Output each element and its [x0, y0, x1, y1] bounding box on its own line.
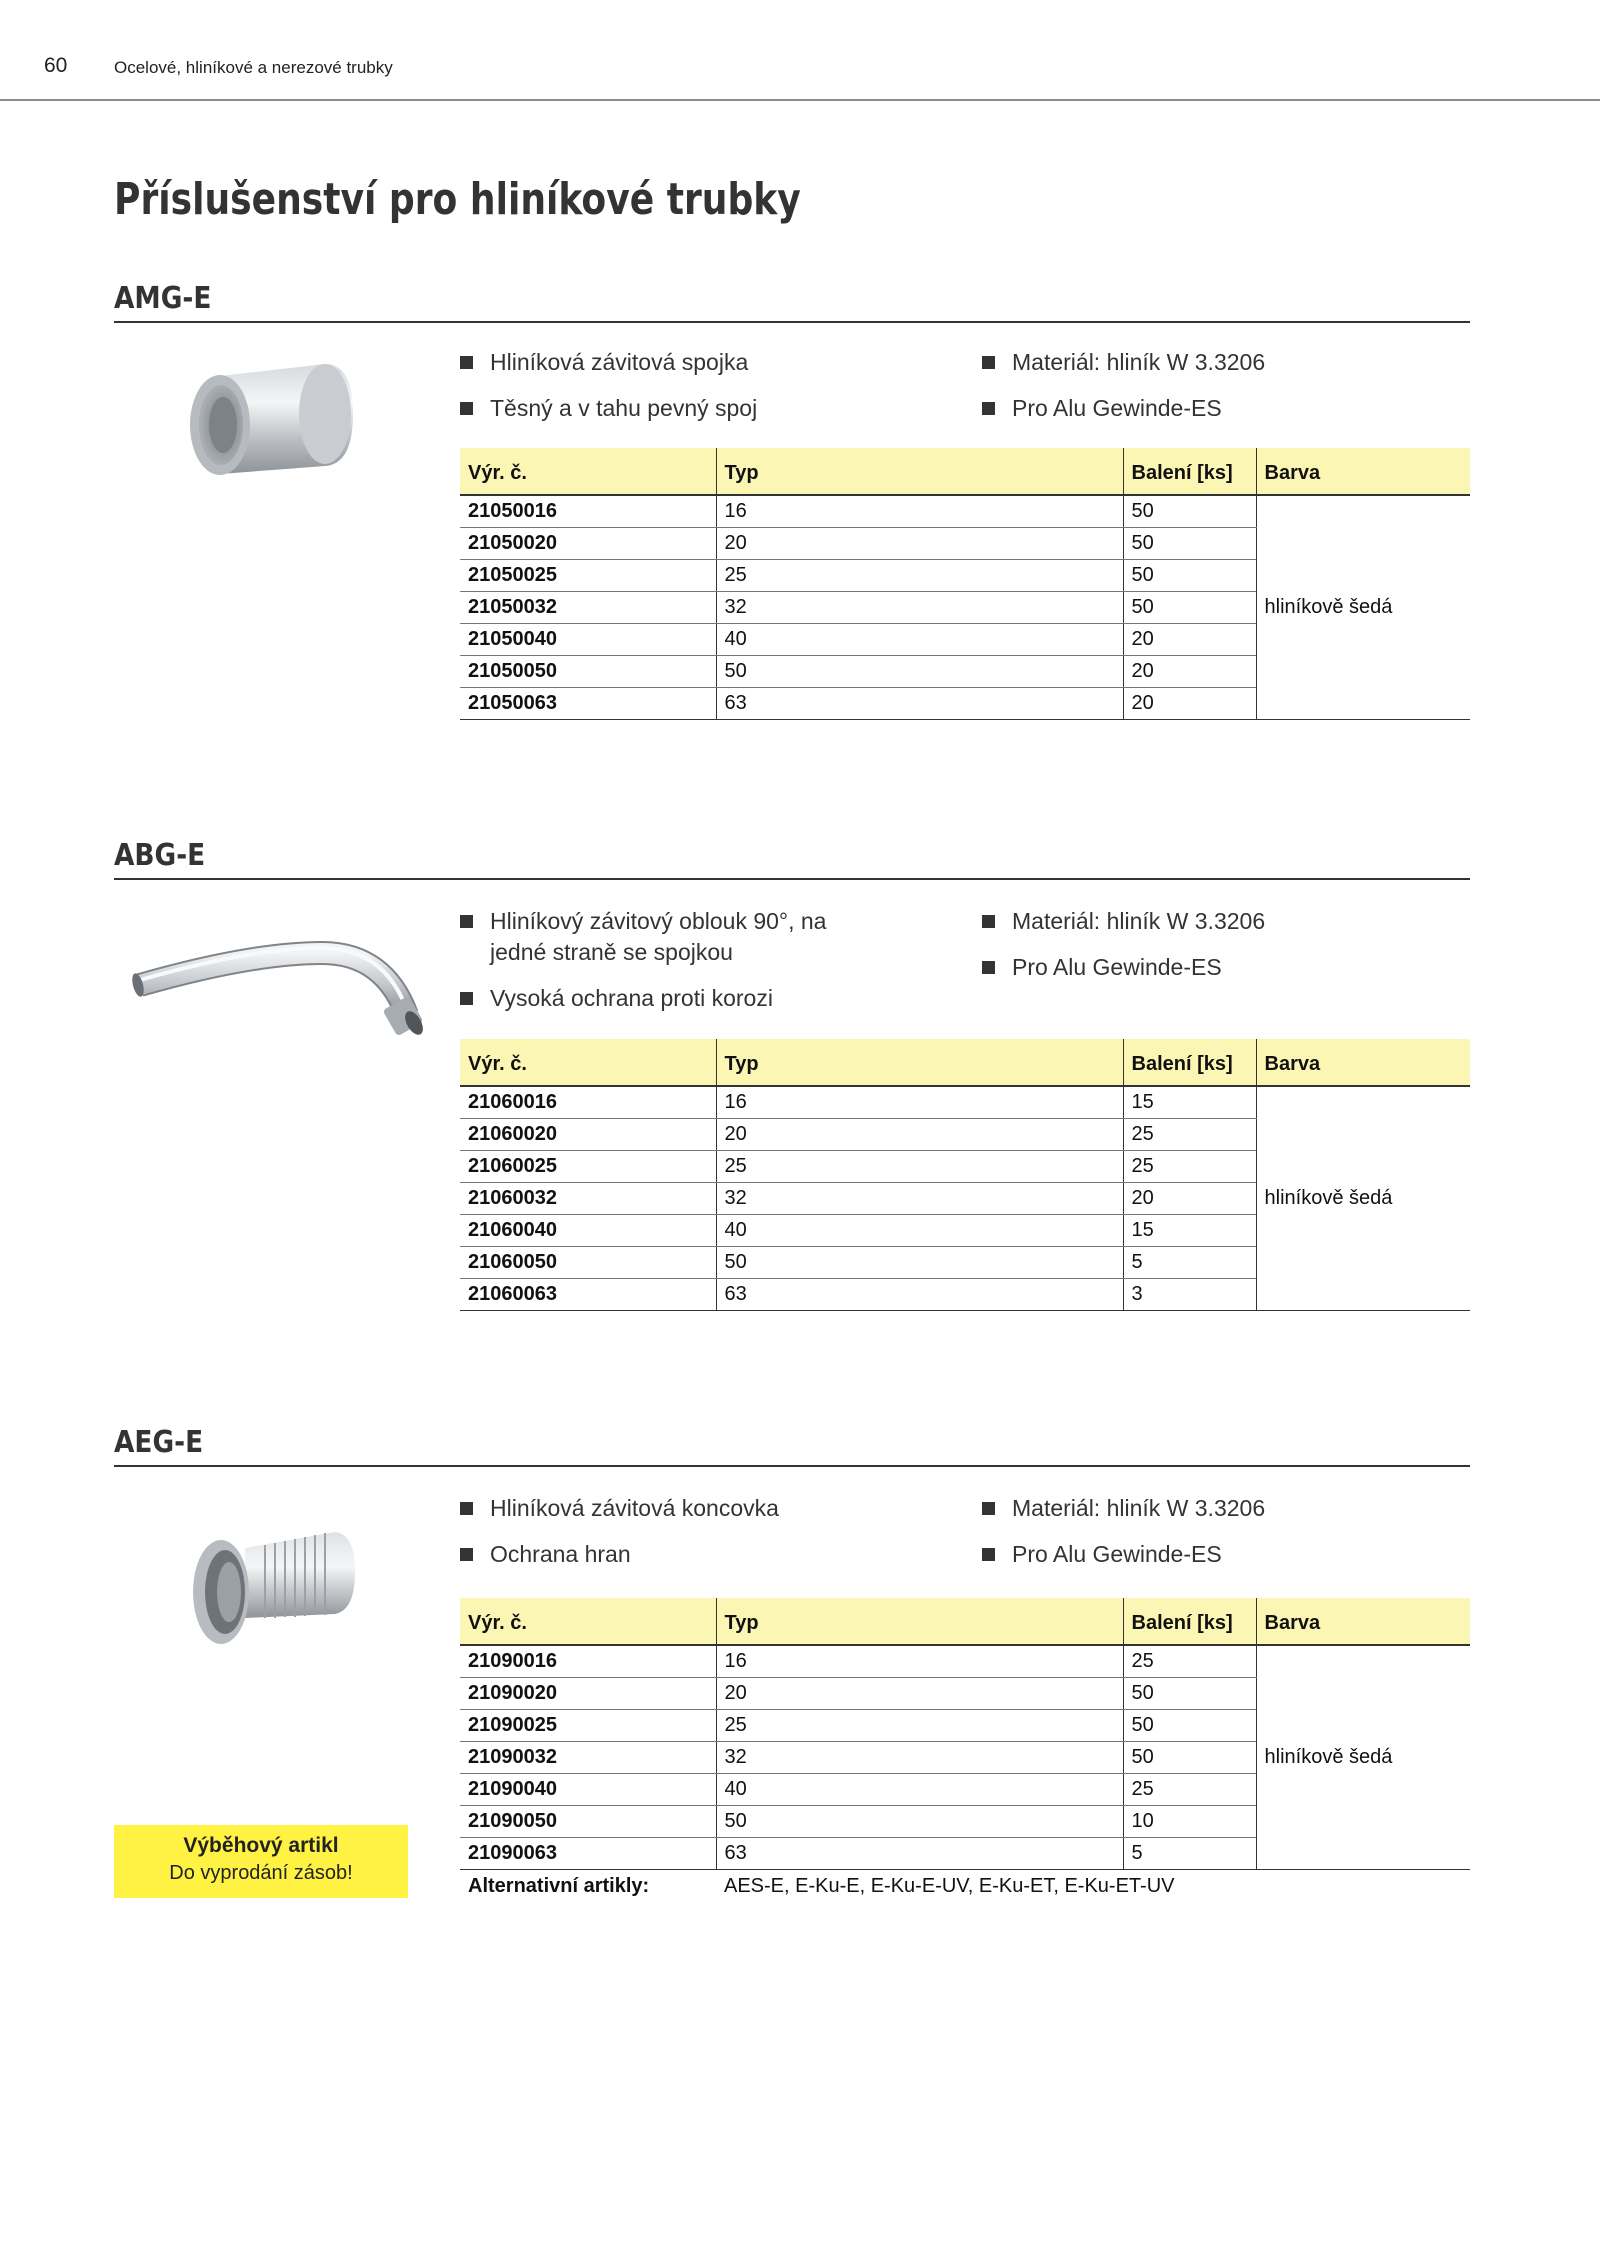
- col-header-code: Výr. č.: [460, 448, 716, 495]
- badge-title: Výběhový artikl: [183, 1834, 339, 1857]
- type-cell: 40: [716, 624, 1123, 656]
- article-number-cell: 21050032: [460, 592, 716, 624]
- pack-cell: 15: [1123, 1215, 1256, 1247]
- feature-item: Hliníkový závitový oblouk 90°, na jedné straně se spojkou: [460, 906, 840, 968]
- section-title: ABG-E: [114, 838, 206, 873]
- section-amg-e: [0, 281, 1600, 721]
- type-cell: 16: [716, 1086, 1123, 1119]
- feature-item: Hliníková závitová koncovka: [460, 1493, 779, 1524]
- pack-cell: 50: [1123, 1742, 1256, 1774]
- type-cell: 20: [716, 528, 1123, 560]
- col-header-pack: Balení [ks]: [1123, 1039, 1256, 1086]
- type-cell: 63: [716, 1279, 1123, 1311]
- bullet-square-icon: [982, 1548, 995, 1561]
- article-number-cell: 21090025: [460, 1710, 716, 1742]
- type-cell: 25: [716, 560, 1123, 592]
- article-number-cell: 21060040: [460, 1215, 716, 1247]
- section-header: [114, 838, 1470, 880]
- badge-subtitle: Do vyprodání zásob!: [169, 1862, 353, 1884]
- type-cell: 25: [716, 1710, 1123, 1742]
- type-cell: 50: [716, 1806, 1123, 1838]
- article-number-cell: 21050063: [460, 688, 716, 720]
- pack-cell: 50: [1123, 1678, 1256, 1710]
- end-fitting-image: [185, 1520, 360, 1650]
- bullet-square-icon: [982, 402, 995, 415]
- pack-cell: 15: [1123, 1086, 1256, 1119]
- type-cell: 20: [716, 1119, 1123, 1151]
- col-header-colour: Barva: [1256, 1039, 1470, 1086]
- feature-item: Materiál: hliník W 3.3206: [982, 906, 1265, 937]
- col-header-type: Typ: [716, 1039, 1123, 1086]
- section-title: AMG-E: [114, 281, 212, 316]
- alternatives-value: AES-E, E-Ku-E, E-Ku-E-UV, E-Ku-ET, E-Ku-ET-UV: [724, 1875, 1175, 1897]
- col-header-colour: Barva: [1256, 448, 1470, 495]
- pack-cell: 50: [1123, 1710, 1256, 1742]
- bullet-square-icon: [460, 1502, 473, 1515]
- bullet-square-icon: [982, 1502, 995, 1515]
- type-cell: 50: [716, 656, 1123, 688]
- feature-item: Pro Alu Gewinde-ES: [982, 1539, 1265, 1570]
- pack-cell: 5: [1123, 1838, 1256, 1870]
- section-title: AEG-E: [114, 1425, 204, 1460]
- feature-item: Materiál: hliník W 3.3206: [982, 1493, 1265, 1524]
- col-header-type: Typ: [716, 1598, 1123, 1645]
- feature-list-right: [982, 906, 1265, 998]
- product-table: [460, 1598, 1470, 1903]
- article-number-cell: 21060020: [460, 1119, 716, 1151]
- discontinued-badge: [114, 1825, 408, 1898]
- pack-cell: 25: [1123, 1119, 1256, 1151]
- article-number-cell: 21050040: [460, 624, 716, 656]
- pack-cell: 20: [1123, 1183, 1256, 1215]
- bullet-square-icon: [982, 915, 995, 928]
- feature-item: Vysoká ochrana proti korozi: [460, 983, 840, 1014]
- article-number-cell: 21090040: [460, 1774, 716, 1806]
- feature-list-right: [982, 1493, 1265, 1585]
- type-cell: 50: [716, 1247, 1123, 1279]
- section-abg-e: [0, 838, 1600, 1318]
- table-row: [460, 495, 1470, 528]
- table-row: [460, 1645, 1470, 1678]
- pack-cell: 25: [1123, 1151, 1256, 1183]
- type-cell: 16: [716, 1645, 1123, 1678]
- feature-item: Pro Alu Gewinde-ES: [982, 393, 1265, 424]
- feature-list-left: [460, 906, 840, 1029]
- article-number-cell: 21060016: [460, 1086, 716, 1119]
- col-header-code: Výr. č.: [460, 1598, 716, 1645]
- pack-cell: 20: [1123, 688, 1256, 720]
- article-number-cell: 21050025: [460, 560, 716, 592]
- pack-cell: 50: [1123, 592, 1256, 624]
- bullet-square-icon: [460, 1548, 473, 1561]
- feature-item: Hliníková závitová spojka: [460, 347, 757, 378]
- bullet-square-icon: [982, 961, 995, 974]
- bullet-square-icon: [460, 356, 473, 369]
- table-row: [460, 1086, 1470, 1119]
- article-number-cell: 21090016: [460, 1645, 716, 1678]
- article-number-cell: 21060050: [460, 1247, 716, 1279]
- type-cell: 32: [716, 1183, 1123, 1215]
- pack-cell: 25: [1123, 1774, 1256, 1806]
- section-header: [114, 281, 1470, 323]
- article-number-cell: 21060063: [460, 1279, 716, 1311]
- pack-cell: 20: [1123, 656, 1256, 688]
- article-number-cell: 21050050: [460, 656, 716, 688]
- col-header-colour: Barva: [1256, 1598, 1470, 1645]
- bullet-square-icon: [460, 915, 473, 928]
- col-header-code: Výr. č.: [460, 1039, 716, 1086]
- product-table: [460, 448, 1470, 720]
- article-number-cell: 21090032: [460, 1742, 716, 1774]
- page-number: 60: [44, 54, 68, 77]
- feature-item: Pro Alu Gewinde-ES: [982, 952, 1265, 983]
- type-cell: 32: [716, 1742, 1123, 1774]
- bullet-square-icon: [982, 356, 995, 369]
- article-number-cell: 21090063: [460, 1838, 716, 1870]
- alternatives-label: Alternativní artikly:: [468, 1875, 650, 1897]
- bullet-square-icon: [460, 402, 473, 415]
- colour-cell: hliníkově šedá: [1256, 495, 1470, 720]
- product-table: [460, 1039, 1470, 1311]
- coupling-image: [185, 356, 360, 486]
- type-cell: 20: [716, 1678, 1123, 1710]
- feature-list-right: [982, 347, 1265, 439]
- feature-item: Těsný a v tahu pevný spoj: [460, 393, 757, 424]
- colour-cell: hliníkově šedá: [1256, 1645, 1470, 1870]
- type-cell: 16: [716, 495, 1123, 528]
- feature-item: Ochrana hran: [460, 1539, 779, 1570]
- pack-cell: 50: [1123, 528, 1256, 560]
- pack-cell: 10: [1123, 1806, 1256, 1838]
- article-number-cell: 21060025: [460, 1151, 716, 1183]
- elbow-image: [122, 923, 432, 1043]
- col-header-type: Typ: [716, 448, 1123, 495]
- feature-item: Materiál: hliník W 3.3206: [982, 347, 1265, 378]
- type-cell: 32: [716, 592, 1123, 624]
- article-number-cell: 21090020: [460, 1678, 716, 1710]
- feature-list-left: [460, 1493, 779, 1585]
- type-cell: 40: [716, 1215, 1123, 1247]
- article-number-cell: 21050020: [460, 528, 716, 560]
- bullet-square-icon: [460, 992, 473, 1005]
- type-cell: 63: [716, 688, 1123, 720]
- running-title: Ocelové, hliníkové a nerezové trubky: [114, 58, 393, 77]
- section-header: [114, 1425, 1470, 1467]
- feature-list-left: [460, 347, 757, 439]
- alternatives-row: [460, 1870, 1470, 1904]
- article-number-cell: 21090050: [460, 1806, 716, 1838]
- article-number-cell: 21060032: [460, 1183, 716, 1215]
- pack-cell: 5: [1123, 1247, 1256, 1279]
- type-cell: 40: [716, 1774, 1123, 1806]
- article-number-cell: 21050016: [460, 495, 716, 528]
- pack-cell: 50: [1123, 495, 1256, 528]
- colour-cell: hliníkově šedá: [1256, 1086, 1470, 1311]
- type-cell: 63: [716, 1838, 1123, 1870]
- pack-cell: 50: [1123, 560, 1256, 592]
- pack-cell: 25: [1123, 1645, 1256, 1678]
- col-header-pack: Balení [ks]: [1123, 1598, 1256, 1645]
- col-header-pack: Balení [ks]: [1123, 448, 1256, 495]
- type-cell: 25: [716, 1151, 1123, 1183]
- page-title: Příslušenství pro hliníkové trubky: [114, 174, 801, 225]
- pack-cell: 20: [1123, 624, 1256, 656]
- page-header: [0, 0, 1600, 101]
- pack-cell: 3: [1123, 1279, 1256, 1311]
